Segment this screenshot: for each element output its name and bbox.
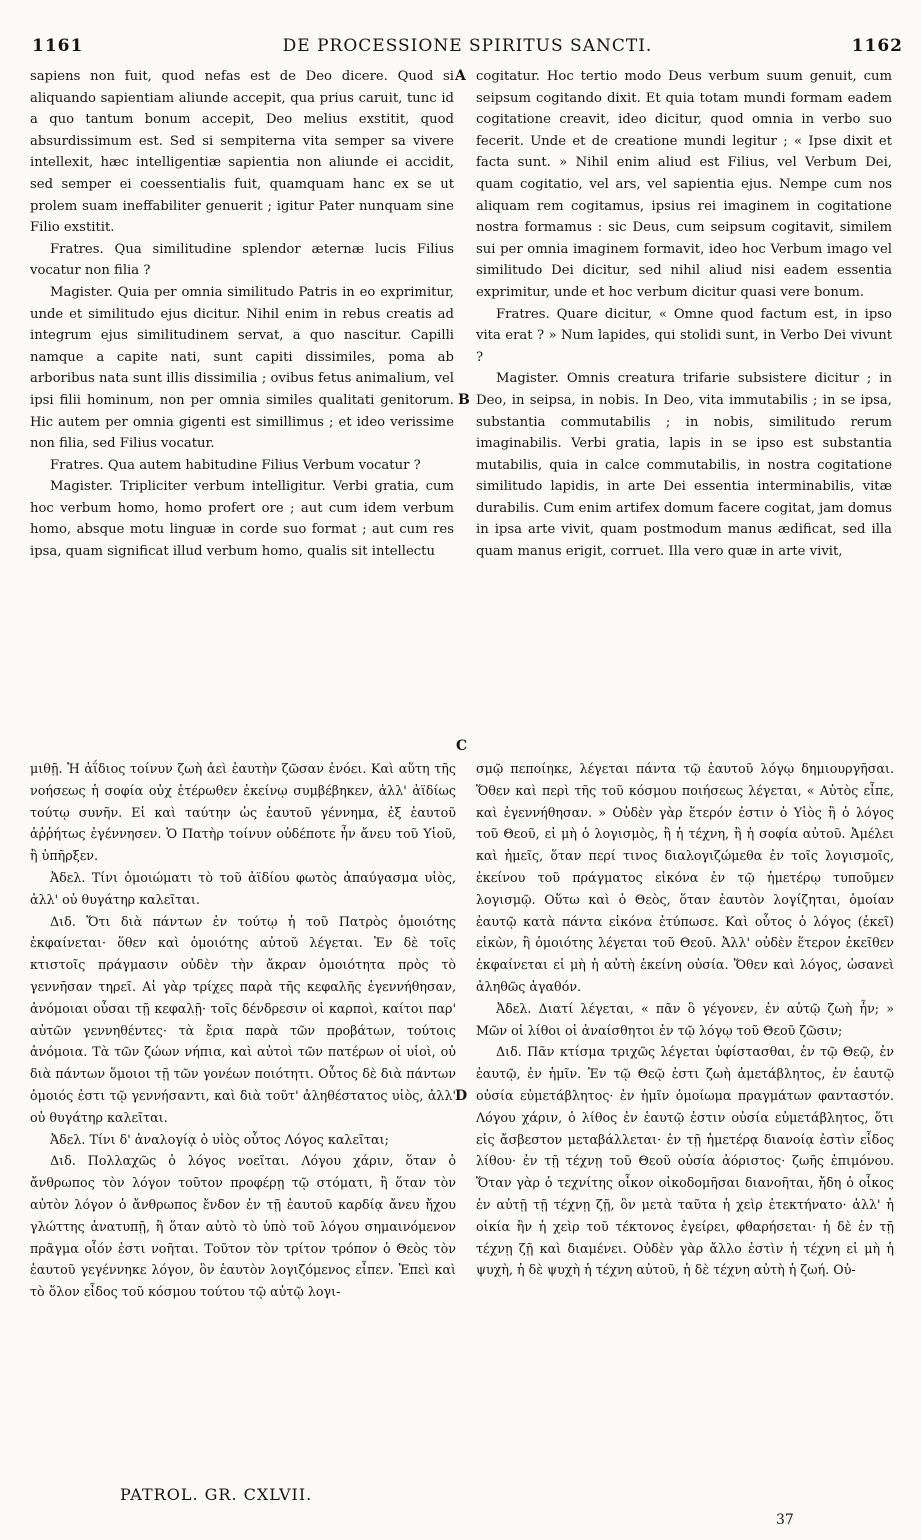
- paragraph: sapiens non fuit, quod nefas est de Deo dicere. Quod si aliquando sapientiam aliunde accepit, qua prius caruit, tunc id a quo tantum bonum accepit, Deo melius exstitit, quod absurdissimum est. Sed si sempiterna vita semper sa vivere intellexit, hæc intelligentiæ sapientia non aliunde ei accidit, sed semper ei coessentialis fuit, quamquam hanc ex se ut prolem suam ineffabiliter genuerit ; igitur Pater nunquam sine Filio exstitit.: [30, 69, 454, 236]
- greek-column-left: [30, 758, 456, 1464]
- margin-marker-d: D: [455, 1088, 468, 1104]
- running-header: [32, 36, 903, 64]
- paragraph: Magister. Omnis creatura trifarie subsistere dicitur ; in Deo, in seipsa, in nobis. In Deo, vita immutabilis ; in se ipsa, substantia commutabilis ; in nobis, similitudo rerum imaginabilis. Verbi gratia, lapis in se ipso est substantia mutabilis, quia in calce commutabilis, in nostra cogitatione similitudo lapidis, in arte Dei essentia interminabilis, vitæ durabilis. Cum enim artifex domum facere cogitat, jam domus in ipsa arte vivit, quam postmodum manus ædificat, sed illa quam manus erigit, corruet. Illa vero quæ in arte vivit,: [476, 371, 892, 560]
- paragraph: Διδ. Πᾶν κτίσμα τριχῶς λέγεται ὑφίστασθαι, ἐν τῷ Θεῷ, ἐν ἑαυτῷ, ἐν ἡμῖν. Ἐν τῷ Θεῷ ἐστι ζωὴ ἀμετάβλητος, ἐν ἑαυτῷ οὐσία εὐμετάβλητος· ἐν ἡμῖν ὁμοίωμα πραγμάτων φανταστόν. Λόγου χάριν, ὁ λίθος ἐν ἑαυτῷ ἐστιν οὐσία εὐμετάβλητος, ὅτι εἰς ἄσβεστον μεταβάλλεται· ἐν τῇ ἡμετέρᾳ διανοίᾳ ἐστὶν εἶδος λίθου· ἐν τῇ τέχνῃ τοῦ Θεοῦ οὐσία ἀόριστος· ζωῆς ἐπιμόνου. Ὅταν γὰρ ὁ τεχνίτης οἶκον οἰκοδομῆσαι διανοῆται, ἤδη ὁ οἶκος ἐν αὐτῇ τῇ τέχνῃ ζῇ, ὃν μετὰ ταῦτα ἡ χεὶρ ἐτεκτήνατο· ἀλλ' ἡ οἰκία ἣν ἡ χεὶρ τοῦ τέκτονος ἐγείρει, φθαρήσεται· ἡ δὲ ἐν τῇ τέχνῃ ζῇ καὶ διαμένει. Οὐδὲν γὰρ ἄλλο ἐστὶν ἡ τέχνη εἰ μὴ ἡ ψυχὴ, ἡ δὲ ψυχὴ ἡ τέχνη αὐτοῦ, ἡ δὲ τέχνη αὐτὴ ἡ ζωή. Οὐ-: [476, 1044, 894, 1278]
- paragraph: Fratres. Qua similitudine splendor æternæ lucis Filius vocatur non filia ?: [30, 241, 454, 279]
- paragraph: Fratres. Qua autem habitudine Filius Verbum vocatur ?: [50, 457, 421, 473]
- paragraph: Fratres. Quare dicitur, « Omne quod factum est, in ipso vita erat ? » Num lapides, qui stolidi sunt, in Verbo Dei vivunt ?: [476, 306, 892, 365]
- latin-column-right: [476, 66, 892, 742]
- paragraph: σμῷ πεποίηκε, λέγεται πάντα τῷ ἑαυτοῦ λόγῳ δημιουργῆσαι. Ὅθεν καὶ περὶ τῆς τοῦ κόσμου ποιήσεως λέγεται, « Αὐτὸς εἶπε, καὶ ἐγεννήθησαν. » Οὐδὲν γὰρ ἕτερόν ἐστιν ὁ Υἱὸς ἢ ὁ λόγος τοῦ Θεοῦ, εἰ μὴ ὁ λογισμὸς, ἢ ἡ τέχνη, ἢ ἡ σοφία αὐτοῦ. Ἀμέλει καὶ ἡμεῖς, ὅταν περί τινος διαλογιζώμεθα ἐν τοῖς λογισμοῖς, ἐκείνου τοῦ πράγματος εἰκόνα ἐν τῷ ἡμετέρῳ τυποῦμεν λογισμῷ. Οὕτω καὶ ὁ Θεὸς, ὅταν ἑαυτὸν λογίζηται, ὁμοίαν ἑαυτῷ κατὰ πάντα εἰκόνα ἐτύπωσε. Καὶ οὗτος ὁ λόγος (ἐκεῖ) εἰκὼν, ἢ ὁμοιότης λέγεται τοῦ Θεοῦ. Ἀλλ' οὐδὲν ἕτερον ἐκεῖθεν ἐκφαίνεται εἰ μὴ ἡ αὐτὴ ἐκείνη οὐσία. Ὅθεν καὶ λόγος, ὡσανεὶ ἀληθῶς ἀγαθόν.: [476, 761, 894, 994]
- signature-mark: PATROL. GR. CXLVII.: [120, 1485, 313, 1504]
- paragraph: Magister. Tripliciter verbum intelligitur. Verbi gratia, cum hoc verbum homo, homo profert ore ; aut cum idem verbum homo, absque motu linguæ in corde suo format ; aut cum res ipsa, quam significat illud verbum homo, qualis sit intellectu: [30, 479, 454, 560]
- paragraph: Ἀδελ. Διατί λέγεται, « πᾶν ὃ γέγονεν, ἐν αὐτῷ ζωὴ ἦν; » Μῶν οἱ λίθοι οἱ ἀναίσθητοι ἐν τῷ λόγῳ τοῦ Θεοῦ ζῶσιν;: [476, 1000, 894, 1038]
- page-number-left: 1161: [32, 36, 84, 56]
- greek-column-right: [476, 758, 894, 1464]
- paragraph: μιθῇ. Ἡ ἀΐδιος τοίνυν ζωὴ ἀεὶ ἑαυτὴν ζῶσαν ἐνόει. Καὶ αὕτη τῆς νοήσεως ἡ σοφία οὐχ ἑτέρωθεν ἐκείνῳ συμβέβηκεν, ἀλλ' ἀϊδίως τούτῳ συνῆν. Εἰ καὶ ταύτην ὡς ἑαυτοῦ γέννημα, ἐξ ἑαυτοῦ ἀῤῥήτως ἐγέννησεν. Ὁ Πατὴρ τοίνυν οὐδέποτε ἦν ἄνευ τοῦ Υἱοῦ, ἢ ὑπῆρξεν.: [30, 761, 456, 864]
- latin-column-left: [30, 66, 454, 742]
- paragraph: Magister. Quia per omnia similitudo Patris in eo exprimitur, unde et similitudo ejus dicitur. Nihil enim in rebus creatis ad integrum ejus similitudinem servat, a quo nascitur. Capilli namque a capite nati, sunt capiti dissimiles, poma ab arboribus nata sunt illis dissimilia ; ovibus fetus animalium, vel ipsi filii hominum, non per omnia similes qualitati genitorum. Hic autem per omnia gigenti est simillimus ; et ideo verissime non filia, sed Filius vocatur.: [30, 284, 454, 452]
- paragraph: cogitatur. Hoc tertio modo Deus verbum suum genuit, cum seipsum cogitando dixit. Et quia totam mundi formam eadem cogitatione creavit, ideo dicitur, quod omnia in verbo suo fecerit. Unde et de creatione mundi legitur ; « Ipse dixit et facta sunt. » Nihil enim aliud est Filius, vel Verbum Dei, quam cogitatio, vel ars, vel sapientia ejus. Nempe cum nos aliquam rem cogitamus, ipsius rei imaginem in cogitatione nostra formamus : sic Deus, cum seipsum cogitavit, similem sui per omnia imaginem formavit, ideo hoc Verbum imago vel similitudo Dei dicitur, sed nihil aliud nisi eadem essentia exprimitur, unde et hoc verbum dicitur quasi vere bonum.: [476, 69, 892, 300]
- sheet-number: 37: [776, 1512, 794, 1528]
- margin-marker-c: C: [456, 738, 468, 754]
- margin-marker-a: A: [455, 68, 466, 84]
- page-number-right: 1162: [851, 36, 903, 56]
- paragraph: Ἀδελ. Τίνι δ' ἀναλογίᾳ ὁ υἱὸς οὗτος Λόγος καλεῖται;: [50, 1131, 389, 1147]
- margin-marker-b: B: [458, 392, 470, 408]
- paragraph: Ἀδελ. Τίνι ὁμοιώματι τὸ τοῦ ἀϊδίου φωτὸς ἀπαύγασμα υἱὸς, ἀλλ' οὐ θυγάτηρ καλεῖται.: [30, 869, 456, 907]
- running-title: DE PROCESSIONE SPIRITUS SANCTI.: [282, 36, 653, 56]
- paragraph: Διδ. Ὅτι διὰ πάντων ἐν τούτῳ ἡ τοῦ Πατρὸς ὁμοιότης ἐκφαίνεται· ὅθεν καὶ ὁμοιότης αὐτοῦ λέγεται. Ἐν δὲ τοῖς κτιστοῖς πράγμασιν οὐδὲν τὴν ἄκραν ὁμοιότητα πρὸς τὸ γεννῆσαν τηρεῖ. Αἱ γὰρ τρίχες παρὰ τῆς κεφαλῆς ἐγεννήθησαν, ἀνόμοιαι οὖσαι τῇ κεφαλῇ· τοῖς δένδρεσιν οἱ καρποὶ, καίτοι παρ' αὐτῶν γεννηθέντες· τὰ ἔρια παρὰ τῶν προβάτων, τούτοις ἀνόμοια. Τὰ τῶν ζώων νήπια, καὶ αὐτοὶ τῶν πατέρων οἱ υἱοὶ, οὐ διὰ πάντων ὅμοιοι τῇ τῶν γονέων ποιότητι. Οὗτος δὲ διὰ πάντων ὁμοιός ἐστι τῷ γεννήσαντι, καὶ διὰ τοῦτ' ἀληθέστατος υἱὸς, ἀλλ' οὐ θυγάτηρ καλεῖται.: [30, 913, 456, 1125]
- paragraph: Διδ. Πολλαχῶς ὁ λόγος νοεῖται. Λόγου χάριν, ὅταν ὁ ἄνθρωπος τὸν λόγον τοῦτον προφέρῃ τῷ στόματι, ἢ ὅταν τὸν αὐτὸν λόγον ὁ ἄνθρωπος ἔνδον ἐν τῇ ἑαυτοῦ καρδίᾳ ἄνευ ἤχου γλώττης ἀνατυπῇ, ἢ ὅταν αὐτὸ τὸ ὑπὸ τοῦ λόγου σημαινόμενον πρᾶγμα οἷόν ἐστι νοῆται. Τοῦτον τὸν τρίτον τρόπον ὁ Θεὸς τὸν ἑαυτοῦ γεγέννηκε λόγον, ὃν ἑαυτὸν λογιζόμενος εἶπεν. Ἐπεὶ καὶ τὸ ὅλον εἶδος τοῦ κόσμου τούτου τῷ αὐτῷ λογι-: [30, 1153, 456, 1300]
